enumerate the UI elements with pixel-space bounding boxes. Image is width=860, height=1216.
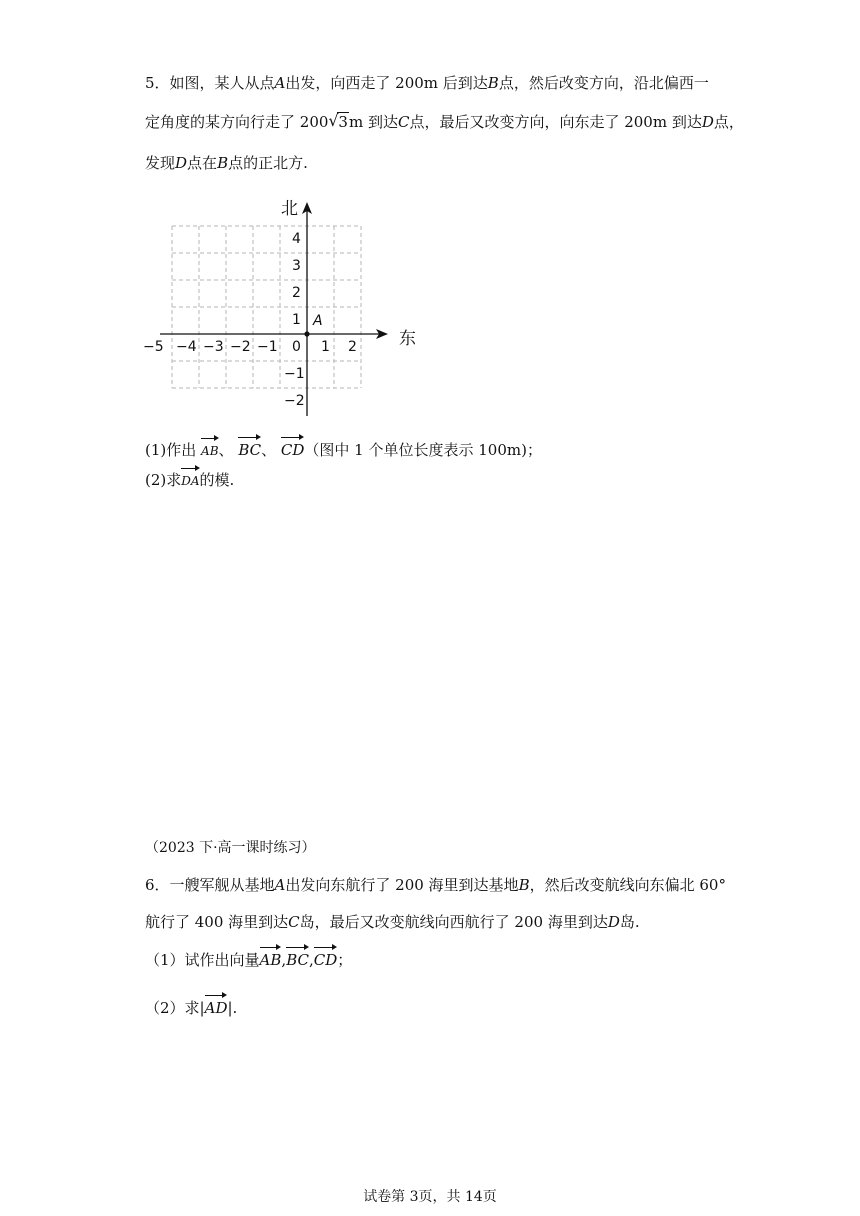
page-footer: 试卷第 3页，共 14页 xyxy=(363,1189,497,1205)
y-tick-label: 1 xyxy=(292,312,301,328)
q5-line-2: 定角度的某方向行走了 200 √ 3m 到达C点，最后又改变方向，向东走了 200m 到达D点， xyxy=(145,111,744,131)
q5-part-1: (1)作出 AB、 BC、 CD（图中 1 个单位长度表示 100m)； xyxy=(145,436,542,461)
x-tick-label: 1 xyxy=(321,339,330,355)
vector-bc: BC xyxy=(286,946,309,970)
vector-cd: CD xyxy=(314,946,338,970)
point-b: B xyxy=(518,876,530,894)
x-tick-label: −4 xyxy=(176,339,197,355)
grid-lines xyxy=(172,226,361,388)
point-d: D xyxy=(607,913,620,931)
x-tick-label: 2 xyxy=(348,339,357,355)
vector-da: DA xyxy=(181,467,199,491)
x-tick-label: −2 xyxy=(230,339,251,355)
vector-ab: AB xyxy=(201,437,218,461)
q6-part-2: （2）求|AD|. xyxy=(145,994,237,1018)
origin-label: 0 xyxy=(292,339,301,355)
vector-cd: CD xyxy=(281,436,305,460)
source-note: （2023 下·高一课时练习） xyxy=(145,840,316,856)
point-a: A xyxy=(274,74,286,92)
q5-part-2: (2)求DA的模. xyxy=(145,467,234,491)
q5-line-3: 发现D点在B点的正北方. xyxy=(145,154,308,172)
q5-line-1: 5．如图，某人从点A出发，向西走了 200m 后到达B点，然后改变方向，沿北偏西一 xyxy=(145,74,709,92)
x-tick-label: −3 xyxy=(203,339,224,355)
q6-part-1: （1）试作出向量AB,BC,CD； xyxy=(145,946,352,970)
point-a: A xyxy=(274,876,286,894)
x-tick-label: −1 xyxy=(257,339,278,355)
vector-ad: AD xyxy=(205,994,228,1018)
q6-line-1: 6．一艘军舰从基地A出发向东航行了 200 海里到达基地B，然后改变航线向东偏北 60° xyxy=(145,876,726,894)
point-c: C xyxy=(288,913,300,931)
point-b: B xyxy=(487,74,499,92)
point-a-dot xyxy=(304,331,309,336)
y-tick-label: 3 xyxy=(292,258,301,274)
y-tick-label: −2 xyxy=(284,393,305,409)
east-label: 东 xyxy=(399,329,416,349)
vector-ab: AB xyxy=(260,946,282,970)
point-a-label: A xyxy=(313,313,323,329)
y-tick-label: 4 xyxy=(292,231,301,247)
north-label: 北 xyxy=(281,199,298,219)
q6-line-2: 航行了 400 海里到达C岛，最后又改变航线向西航行了 200 海里到达D岛. xyxy=(145,913,640,931)
y-tick-label: 2 xyxy=(292,285,301,301)
point-d: D xyxy=(701,113,714,131)
vector-bc: BC xyxy=(238,436,261,460)
point-c: C xyxy=(397,113,410,131)
y-tick-label: −1 xyxy=(284,366,305,382)
x-tick-label: −5 xyxy=(143,339,164,355)
coordinate-grid xyxy=(0,0,860,430)
sqrt-expression: √ 3 xyxy=(328,111,348,131)
